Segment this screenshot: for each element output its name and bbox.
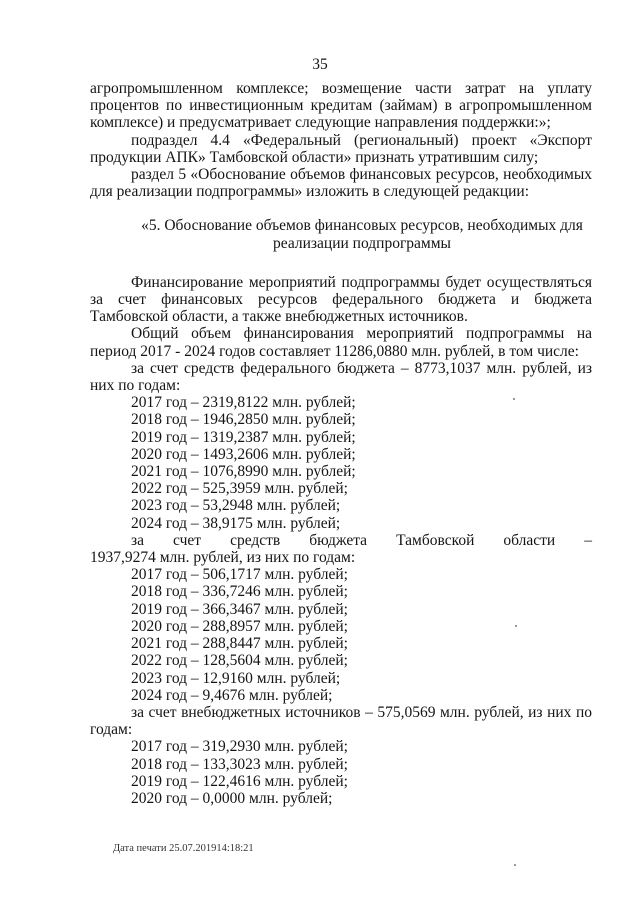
list-item: 2023 год – 12,9160 млн. рублей; <box>131 669 341 687</box>
extrabudget-years-list <box>90 738 592 807</box>
scan-speck <box>514 864 516 866</box>
section-heading: «5. Обоснование объемов финансовых ресурсов, необходимых для реализации подпрограммы <box>141 217 583 252</box>
list-item: 2018 год – 1946,2850 млн. рублей; <box>131 411 356 429</box>
scan-speck <box>513 398 515 400</box>
list-item: 2024 год – 38,9175 млн. рублей; <box>131 514 341 532</box>
list-item: 2022 год – 128,5604 млн. рублей; <box>131 652 348 670</box>
list-item: 2021 год – 1076,8990 млн. рублей; <box>131 463 356 481</box>
list-item: 2021 год – 288,8447 млн. рублей; <box>131 635 348 653</box>
list-item: 2020 год – 1493,2606 млн. рублей; <box>131 445 356 463</box>
regional-intro-word: области <box>503 531 556 549</box>
intro-paragraph: агропромышленном комплексе; возмещение части затрат на уплату процентов по инвестиционным кредитам (займам) в агропромышленном комплексе) и предусматривает следующие направления поддержки:»; <box>90 80 592 132</box>
extrabudget-intro: за счет внебюджетных источников – 575,0569 млн. рублей, из них по годам: <box>90 703 592 739</box>
list-item: 2022 год – 525,3959 млн. рублей; <box>131 480 348 498</box>
regional-intro-word: – <box>584 531 592 549</box>
list-item: 2018 год – 133,3023 млн. рублей; <box>131 755 348 773</box>
list-item: 2017 год – 319,2930 млн. рублей; <box>131 738 348 756</box>
regional-intro-word: бюджета <box>309 531 368 549</box>
list-item: 2018 год – 336,7246 млн. рублей; <box>131 583 348 601</box>
list-item: 2020 год – 0,0000 млн. рублей; <box>131 789 333 807</box>
list-item: 2017 год – 2319,8122 млн. рублей; <box>131 394 356 412</box>
list-item: 2024 год – 9,4676 млн. рублей; <box>131 686 333 704</box>
regional-intro-word: за <box>131 531 145 549</box>
list-item: 2019 год – 1319,2387 млн. рублей; <box>131 428 356 446</box>
list-item: 2017 год – 506,1717 млн. рублей; <box>131 566 348 584</box>
section-replace-paragraph: раздел 5 «Обоснование объемов финансовых ресурсов, необходимых для реализации подпрограммы» изложить в следующей редакции: <box>90 166 592 201</box>
list-item: 2020 год – 288,8957 млн. рублей; <box>131 617 348 635</box>
document-body <box>90 80 592 807</box>
list-item: 2019 год – 366,3467 млн. рублей; <box>131 600 348 618</box>
federal-years-list <box>90 394 592 532</box>
list-item: 2019 год – 122,4616 млн. рублей; <box>131 772 348 790</box>
regional-intro-word: Тамбовской <box>396 531 475 549</box>
total-financing-paragraph: Общий объем финансирования мероприятий подпрограммы на период 2017 - 2024 годов составляет 11286,0880 млн. рублей, в том числе: <box>90 325 592 360</box>
regional-budget-intro <box>90 532 592 549</box>
financing-intro-paragraph: Финансирование мероприятий подпрограммы будет осуществляться за счет финансовых ресурсов федерального бюджета и бюджета Тамбовской области, а также внебюджетных источников. <box>90 273 592 326</box>
regional-years-list <box>90 566 592 704</box>
subsection-repeal-paragraph: подраздел 4.4 «Федеральный (региональный) проект «Экспорт продукции АПК» Тамбовской области» признать утратившим силу; <box>90 131 592 166</box>
regional-intro-word: счет <box>173 531 202 549</box>
regional-intro-word: средств <box>230 531 281 549</box>
list-item: 2023 год – 53,2948 млн. рублей; <box>131 497 341 515</box>
print-date-footer: Дата печати 25.07.201914:18:21 <box>113 843 254 854</box>
federal-budget-intro: за счет средств федерального бюджета – 8773,1037 млн. рублей, из них по годам: <box>90 359 592 395</box>
regional-budget-intro-cont: 1937,9274 млн. рублей, из них по годам: <box>90 549 356 567</box>
scan-speck <box>515 625 517 627</box>
page-number: 35 <box>312 56 328 73</box>
